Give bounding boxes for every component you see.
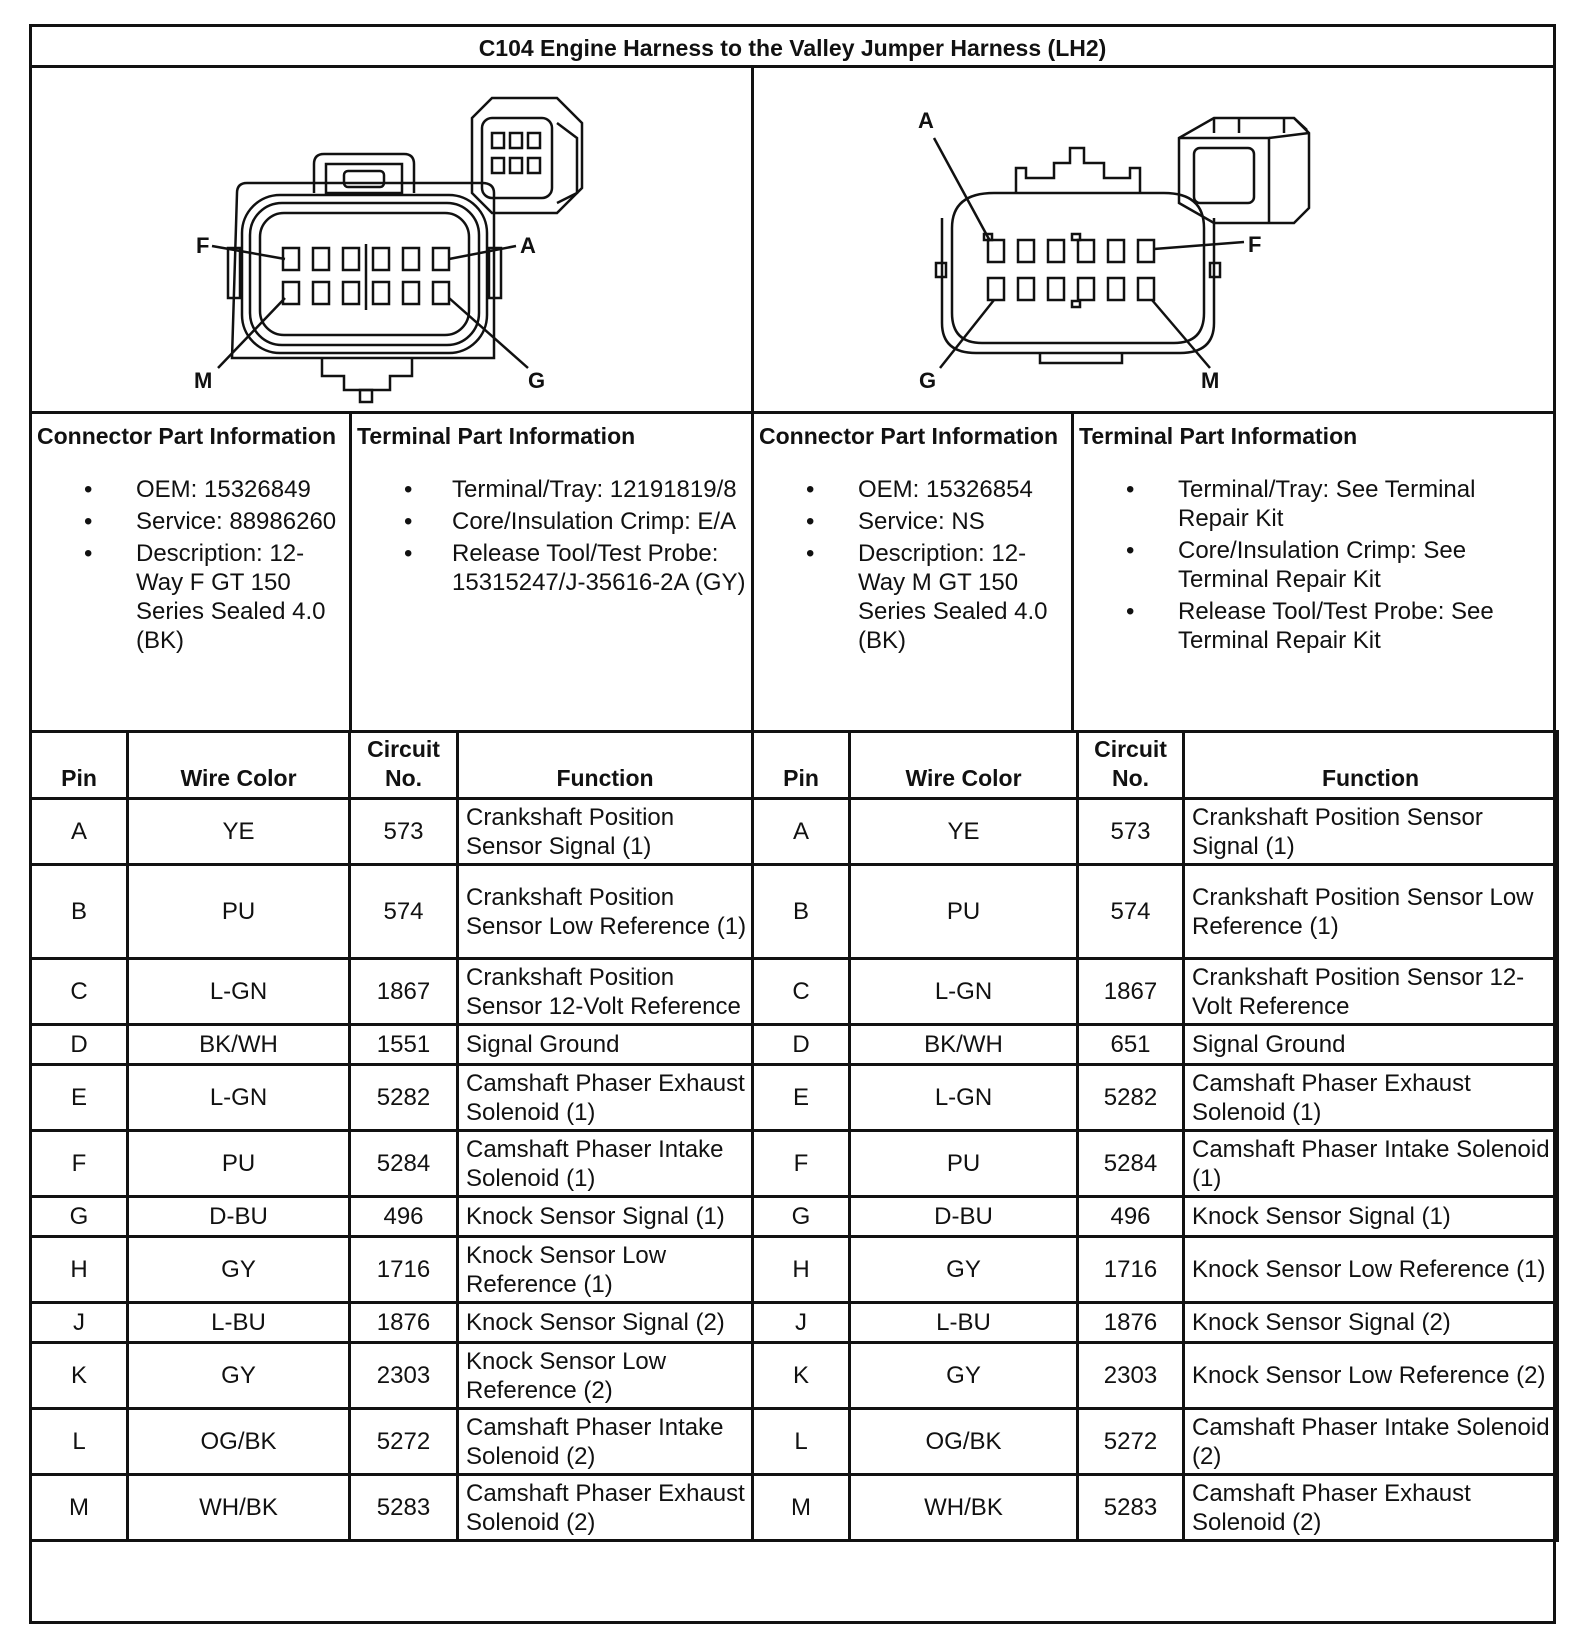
circuit-cell: 496 [1078, 1197, 1184, 1237]
wire-color-cell: L-BU [128, 1303, 350, 1343]
circuit-cell: 1876 [1078, 1303, 1184, 1343]
function-cell: Knock Sensor Low Reference (2) [1184, 1343, 1558, 1409]
pin-label-bottom-left: G [919, 368, 937, 393]
pin-cell: K [31, 1343, 128, 1409]
female-connector-illustration [32, 68, 751, 411]
column-header: Circuit No. [1078, 732, 1184, 799]
wire-color-cell: GY [128, 1343, 350, 1409]
wire-color-cell: L-GN [850, 1065, 1078, 1131]
function-cell: Knock Sensor Low Reference (1) [1184, 1237, 1558, 1303]
male-connector-illustration [754, 68, 1556, 411]
function-cell: Camshaft Phaser Intake Solenoid (1) [1184, 1131, 1558, 1197]
circuit-cell: 5282 [350, 1065, 458, 1131]
function-cell: Camshaft Phaser Exhaust Solenoid (1) [458, 1065, 753, 1131]
circuit-cell: 1716 [350, 1237, 458, 1303]
table-row [753, 1025, 1558, 1065]
connector-sheet [29, 24, 1556, 1624]
column-header: Function [1184, 732, 1558, 799]
list-item: • Core/Insulation Crimp: See Terminal Repair Kit [1074, 536, 1556, 594]
wire-color-cell: L-GN [850, 959, 1078, 1025]
function-cell: Crankshaft Position Sensor Signal (1) [1184, 799, 1558, 865]
pin-cell: D [753, 1025, 850, 1065]
circuit-cell: 1867 [1078, 959, 1184, 1025]
table-row [31, 1197, 753, 1237]
pin-cell: L [31, 1409, 128, 1475]
list-item: • OEM: 15326854 [754, 475, 1071, 504]
wire-color-cell: D-BU [128, 1197, 350, 1237]
circuit-cell: 5272 [350, 1409, 458, 1475]
pin-cell: F [31, 1131, 128, 1197]
circuit-cell: 5284 [350, 1131, 458, 1197]
table-row [753, 1475, 1558, 1541]
table-row [753, 1065, 1558, 1131]
connector-info-list [32, 475, 349, 655]
left-pinout-table [29, 730, 754, 1542]
list-item: • Description: 12-Way M GT 150 Series Sealed 4.0 (BK) [754, 539, 1071, 655]
terminal-info-list [352, 475, 751, 597]
table-row [753, 1131, 1558, 1197]
pin-label-top-left: F [196, 233, 210, 258]
wire-color-cell: PU [128, 865, 350, 959]
table-row [753, 1237, 1558, 1303]
circuit-cell: 574 [1078, 865, 1184, 959]
list-item: • Release Tool/Test Probe: See Terminal Repair Kit [1074, 597, 1556, 655]
function-cell: Camshaft Phaser Intake Solenoid (2) [1184, 1409, 1558, 1475]
wire-color-cell: GY [850, 1343, 1078, 1409]
pin-cell: L [753, 1409, 850, 1475]
column-header: Wire Color [850, 732, 1078, 799]
pin-cell: J [31, 1303, 128, 1343]
connector-info-header: Connector Part Information [759, 423, 1059, 449]
pin-label-top-right: F [1248, 232, 1262, 257]
circuit-cell: 573 [1078, 799, 1184, 865]
function-cell: Crankshaft Position Sensor Low Reference (1) [1184, 865, 1558, 959]
circuit-cell: 574 [350, 865, 458, 959]
wire-color-cell: GY [850, 1237, 1078, 1303]
table-row [31, 1409, 753, 1475]
pin-cell: C [753, 959, 850, 1025]
function-cell: Crankshaft Position Sensor 12-Volt Reference [458, 959, 753, 1025]
column-header: Wire Color [128, 732, 350, 799]
pin-cell: A [753, 799, 850, 865]
circuit-cell: 1867 [350, 959, 458, 1025]
wire-color-cell: WH/BK [128, 1475, 350, 1541]
list-item: • Terminal/Tray: 12191819/8 [352, 475, 751, 504]
pin-cell: H [753, 1237, 850, 1303]
function-cell: Camshaft Phaser Intake Solenoid (2) [458, 1409, 753, 1475]
pin-cell: C [31, 959, 128, 1025]
pin-cell: J [753, 1303, 850, 1343]
pin-cell: F [753, 1131, 850, 1197]
circuit-cell: 5272 [1078, 1409, 1184, 1475]
wire-color-cell: YE [128, 799, 350, 865]
column-header: Pin [753, 732, 850, 799]
table-row [753, 959, 1558, 1025]
function-cell: Knock Sensor Signal (1) [1184, 1197, 1558, 1237]
list-item: • Release Tool/Test Probe: 15315247/J-35616-2A (GY) [352, 539, 751, 597]
function-cell: Camshaft Phaser Exhaust Solenoid (2) [458, 1475, 753, 1541]
list-item: • Description: 12-Way F GT 150 Series Sealed 4.0 (BK) [32, 539, 349, 655]
column-header: Function [458, 732, 753, 799]
circuit-cell: 1716 [1078, 1237, 1184, 1303]
right-connector-part-info [754, 414, 1071, 655]
table-row [753, 865, 1558, 959]
table-row [31, 799, 753, 865]
list-item: • Core/Insulation Crimp: E/A [352, 507, 751, 536]
circuit-cell: 651 [1078, 1025, 1184, 1065]
pin-label-bottom-left: M [194, 368, 213, 393]
circuit-cell: 5283 [1078, 1475, 1184, 1541]
pin-cell: E [753, 1065, 850, 1131]
function-cell: Knock Sensor Signal (2) [458, 1303, 753, 1343]
table-row [31, 1065, 753, 1131]
page-title: C104 Engine Harness to the Valley Jumper Harness (LH2) [478, 35, 1107, 61]
pin-cell: E [31, 1065, 128, 1131]
wire-color-cell: BK/WH [850, 1025, 1078, 1065]
wire-color-cell: PU [850, 1131, 1078, 1197]
pin-cell: G [31, 1197, 128, 1237]
table-row [31, 1237, 753, 1303]
circuit-cell: 5284 [1078, 1131, 1184, 1197]
connector-info-list [754, 475, 1071, 655]
table-row [753, 799, 1558, 865]
function-cell: Signal Ground [458, 1025, 753, 1065]
wire-color-cell: PU [128, 1131, 350, 1197]
table-row [31, 865, 753, 959]
function-cell: Signal Ground [1184, 1025, 1558, 1065]
table-row [753, 1197, 1558, 1237]
wire-color-cell: OG/BK [850, 1409, 1078, 1475]
function-cell: Camshaft Phaser Intake Solenoid (1) [458, 1131, 753, 1197]
list-item: • OEM: 15326849 [32, 475, 349, 504]
table-row [31, 1025, 753, 1065]
table-row [753, 1409, 1558, 1475]
pin-cell: H [31, 1237, 128, 1303]
column-header: Circuit No. [350, 732, 458, 799]
table-row [31, 959, 753, 1025]
table-row [31, 1303, 753, 1343]
pin-cell: M [31, 1475, 128, 1541]
column-header: Pin [31, 732, 128, 799]
pin-cell: G [753, 1197, 850, 1237]
table-row [753, 1303, 1558, 1343]
circuit-cell: 2303 [350, 1343, 458, 1409]
pin-cell: A [31, 799, 128, 865]
pin-label-top-left: A [918, 108, 934, 133]
table-row [753, 1343, 1558, 1409]
function-cell: Crankshaft Position Sensor Signal (1) [458, 799, 753, 865]
terminal-info-list [1074, 475, 1556, 655]
pin-label-bottom-right: G [528, 368, 546, 393]
pin-cell: B [753, 865, 850, 959]
list-item: • Service: NS [754, 507, 1071, 536]
function-cell: Knock Sensor Signal (1) [458, 1197, 753, 1237]
function-cell: Camshaft Phaser Exhaust Solenoid (2) [1184, 1475, 1558, 1541]
circuit-cell: 496 [350, 1197, 458, 1237]
table-row [31, 1343, 753, 1409]
wire-color-cell: D-BU [850, 1197, 1078, 1237]
circuit-cell: 573 [350, 799, 458, 865]
wire-color-cell: YE [850, 799, 1078, 865]
wire-color-cell: PU [850, 865, 1078, 959]
wire-color-cell: GY [128, 1237, 350, 1303]
circuit-cell: 5282 [1078, 1065, 1184, 1131]
right-terminal-part-info [1074, 414, 1556, 655]
circuit-cell: 2303 [1078, 1343, 1184, 1409]
wire-color-cell: L-GN [128, 959, 350, 1025]
wire-color-cell: WH/BK [850, 1475, 1078, 1541]
wire-color-cell: L-GN [128, 1065, 350, 1131]
female-connector-diagram [32, 68, 751, 411]
table-row [31, 1131, 753, 1197]
terminal-info-header: Terminal Part Information [1079, 423, 1358, 449]
function-cell: Knock Sensor Low Reference (1) [458, 1237, 753, 1303]
list-item: • Terminal/Tray: See Terminal Repair Kit [1074, 475, 1556, 533]
table-row [31, 1475, 753, 1541]
left-terminal-part-info [352, 414, 751, 597]
pin-cell: M [753, 1475, 850, 1541]
function-cell: Camshaft Phaser Exhaust Solenoid (1) [1184, 1065, 1558, 1131]
left-connector-part-info [32, 414, 349, 655]
function-cell: Knock Sensor Signal (2) [1184, 1303, 1558, 1343]
list-item: • Service: 88986260 [32, 507, 349, 536]
function-cell: Knock Sensor Low Reference (2) [458, 1343, 753, 1409]
wire-color-cell: OG/BK [128, 1409, 350, 1475]
function-cell: Crankshaft Position Sensor Low Reference (1) [458, 865, 753, 959]
pin-cell: K [753, 1343, 850, 1409]
pin-label-top-right: A [520, 233, 536, 258]
circuit-cell: 1876 [350, 1303, 458, 1343]
wire-color-cell: L-BU [850, 1303, 1078, 1343]
right-pinout-table [751, 730, 1559, 1542]
circuit-cell: 5283 [350, 1475, 458, 1541]
wire-color-cell: BK/WH [128, 1025, 350, 1065]
circuit-cell: 1551 [350, 1025, 458, 1065]
pin-label-bottom-right: M [1201, 368, 1220, 393]
pin-cell: B [31, 865, 128, 959]
connector-info-header: Connector Part Information [37, 423, 337, 449]
function-cell: Crankshaft Position Sensor 12-Volt Reference [1184, 959, 1558, 1025]
terminal-info-header: Terminal Part Information [357, 423, 636, 449]
pin-cell: D [31, 1025, 128, 1065]
male-connector-diagram [754, 68, 1556, 411]
